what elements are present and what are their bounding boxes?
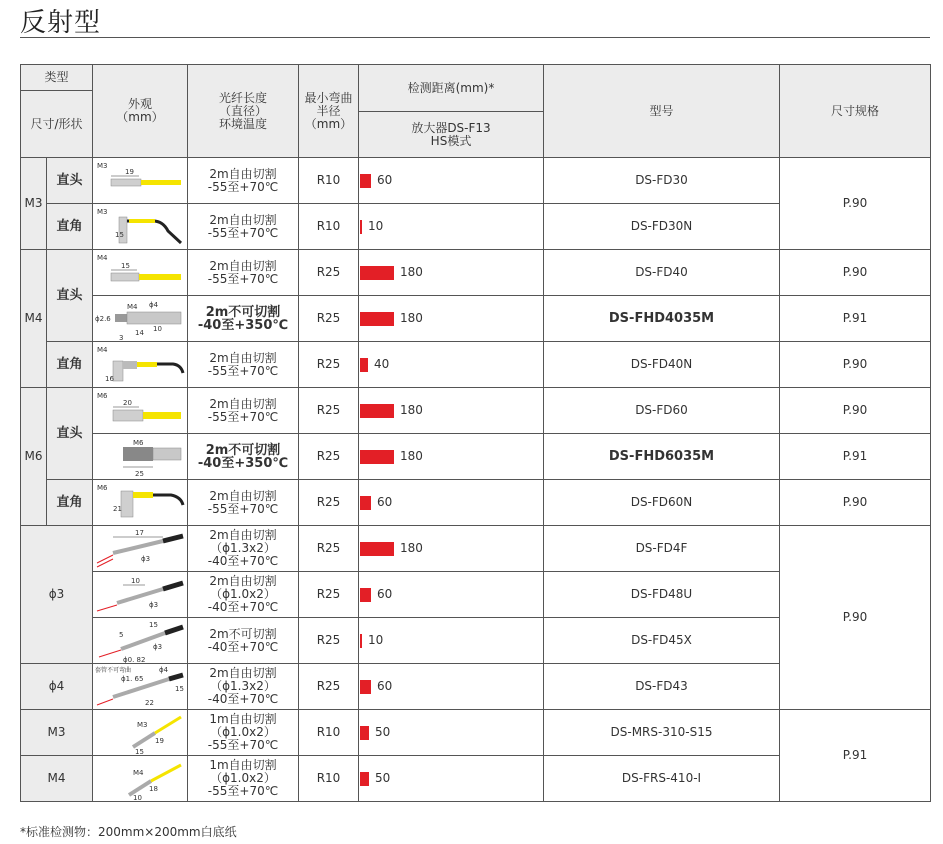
distance-bar bbox=[360, 772, 369, 786]
sketch-dim-label: 15 bbox=[149, 620, 158, 629]
header-appearance: 外观 （mm） bbox=[93, 65, 188, 158]
bend-radius: R25 bbox=[299, 664, 359, 710]
sketch-dim-label: 5 bbox=[119, 630, 124, 639]
distance-cell bbox=[359, 710, 544, 756]
distance-bar bbox=[360, 358, 368, 372]
sketch-dim-label: ϕ1. 65 bbox=[121, 674, 144, 683]
sketch-thread-label: M4 bbox=[133, 768, 144, 777]
sketch-dim-label: 21 bbox=[113, 504, 122, 513]
distance-bar bbox=[360, 404, 394, 418]
spec-page: P.91 bbox=[780, 434, 931, 480]
fiber-angle-sketch bbox=[93, 343, 185, 387]
model-name: DS-FD48U bbox=[544, 572, 780, 618]
bend-radius: R25 bbox=[299, 526, 359, 572]
subtype-straight: 直头 bbox=[47, 158, 93, 204]
sketch-thread-label: M3 bbox=[137, 720, 148, 729]
appearance-sketch bbox=[93, 342, 188, 388]
appearance-sketch bbox=[93, 158, 188, 204]
fiber-spec: 2m自由切割 （ϕ1.3x2） -40至+70℃ bbox=[188, 664, 299, 710]
distance-bar bbox=[360, 266, 394, 280]
appearance-sketch bbox=[93, 664, 188, 710]
header-size-shape: 尺寸/形状 bbox=[21, 91, 93, 158]
bend-radius: R25 bbox=[299, 434, 359, 480]
sketch-dim-label: 15 bbox=[121, 261, 130, 270]
distance-cell bbox=[359, 434, 544, 480]
sketch-dim-label: ϕ3 bbox=[153, 642, 163, 651]
distance-value: 180 bbox=[400, 403, 423, 417]
spec-page: P.90 bbox=[780, 480, 931, 526]
distance-cell bbox=[359, 526, 544, 572]
sketch-dim-label: 22 bbox=[145, 698, 154, 707]
model-name: DS-MRS-310-S15 bbox=[544, 710, 780, 756]
sketch-dim-label: 15 bbox=[135, 747, 144, 755]
model-name: DS-FD45X bbox=[544, 618, 780, 664]
distance-value: 60 bbox=[377, 173, 393, 187]
header-spec: 尺寸规格 bbox=[780, 65, 931, 158]
distance-bar bbox=[360, 496, 371, 510]
distance-cell bbox=[359, 572, 544, 618]
header-type: 类型 bbox=[21, 65, 93, 91]
fiber-sleeve-sketch bbox=[93, 665, 185, 709]
bend-radius: R10 bbox=[299, 204, 359, 250]
fiber-spec: 2m自由切割 -55至+70℃ bbox=[188, 204, 299, 250]
group-phi3: ϕ3 bbox=[21, 526, 93, 664]
spec-page: P.90 bbox=[780, 158, 931, 250]
spec-page: P.90 bbox=[780, 526, 931, 710]
model-name: DS-FHD6035M bbox=[544, 434, 780, 480]
header-fiber: 光纤长度 （直径） 环境温度 bbox=[188, 65, 299, 158]
subtype-angle: 直角 bbox=[47, 480, 93, 526]
subtype-angle: 直角 bbox=[47, 342, 93, 388]
sketch-dim-label: 17 bbox=[135, 528, 144, 537]
sketch-dim-label: 3 bbox=[119, 333, 124, 341]
fiber-spec: 2m自由切割 -55至+70℃ bbox=[188, 342, 299, 388]
distance-value: 180 bbox=[400, 311, 423, 325]
sketch-dim-label: 18 bbox=[149, 784, 158, 793]
bend-radius: R10 bbox=[299, 710, 359, 756]
fiber-heat-sketch bbox=[93, 297, 185, 341]
fiber-straight-sketch bbox=[93, 159, 185, 203]
subtype-angle: 直角 bbox=[47, 204, 93, 250]
spec-page: P.91 bbox=[780, 710, 931, 802]
fiber-spec: 1m自由切割 （ϕ1.0x2） -55至+70℃ bbox=[188, 756, 299, 802]
distance-bar bbox=[360, 588, 371, 602]
subtype-straight: 直头 bbox=[47, 250, 93, 342]
header-amplifier: 放大器DS-F13 HS模式 bbox=[359, 112, 544, 158]
sketch-dim-label: 16 bbox=[105, 374, 114, 383]
fiber-heat-sketch bbox=[93, 435, 185, 479]
fiber-spec: 1m自由切割 （ϕ1.0x2） -55至+70℃ bbox=[188, 710, 299, 756]
fiber-spec: 2m自由切割 -55至+70℃ bbox=[188, 480, 299, 526]
fiber-coaxial-sketch bbox=[93, 527, 185, 571]
sketch-dim-label: 15 bbox=[175, 684, 184, 693]
appearance-sketch bbox=[93, 756, 188, 802]
sketch-dim-label: 19 bbox=[155, 736, 164, 745]
sketch-dim-label: ϕ0. 82 bbox=[123, 655, 146, 663]
subtype-straight: 直头 bbox=[47, 388, 93, 480]
sketch-dim-label: ϕ4 bbox=[149, 300, 159, 309]
bend-radius: R25 bbox=[299, 572, 359, 618]
sketch-thread-label: M3 bbox=[97, 207, 108, 216]
table-row bbox=[21, 480, 931, 526]
fiber-mini-sketch bbox=[93, 757, 185, 801]
fiber-spec: 2m自由切割 （ϕ1.0x2） -40至+70℃ bbox=[188, 572, 299, 618]
group-m3b: M3 bbox=[21, 710, 93, 756]
distance-value: 10 bbox=[368, 633, 384, 647]
distance-value: 180 bbox=[400, 449, 423, 463]
table-row bbox=[21, 388, 931, 434]
header-bend: 最小弯曲 半径 （mm） bbox=[299, 65, 359, 158]
bend-radius: R25 bbox=[299, 342, 359, 388]
distance-cell bbox=[359, 204, 544, 250]
distance-cell bbox=[359, 388, 544, 434]
sketch-dim-label: ϕ4 bbox=[159, 665, 169, 674]
appearance-sketch bbox=[93, 296, 188, 342]
distance-bar bbox=[360, 680, 371, 694]
appearance-sketch bbox=[93, 388, 188, 434]
spec-page: P.90 bbox=[780, 388, 931, 434]
model-name: DS-FD60 bbox=[544, 388, 780, 434]
table-row bbox=[21, 250, 931, 296]
fiber-spec: 2m不可切割 -40至+350℃ bbox=[188, 434, 299, 480]
model-name: DS-FD30 bbox=[544, 158, 780, 204]
fiber-spec: 2m自由切割 -55至+70℃ bbox=[188, 158, 299, 204]
sketch-thread-label: M6 bbox=[97, 483, 108, 492]
header-model: 型号 bbox=[544, 65, 780, 158]
distance-value: 60 bbox=[377, 587, 393, 601]
fiber-straight-sketch bbox=[93, 389, 185, 433]
sketch-thread-label: M4 bbox=[127, 302, 138, 311]
spec-table bbox=[20, 64, 931, 802]
sketch-dim-label: 10 bbox=[133, 793, 142, 801]
distance-cell bbox=[359, 342, 544, 388]
distance-value: 180 bbox=[400, 541, 423, 555]
sketch-note: 套管不可弯曲 bbox=[95, 666, 132, 674]
bend-radius: R25 bbox=[299, 250, 359, 296]
distance-bar bbox=[360, 542, 394, 556]
sketch-dim-label: ϕ3 bbox=[149, 600, 159, 609]
distance-cell bbox=[359, 296, 544, 342]
page-title: 反射型 bbox=[20, 8, 102, 38]
appearance-sketch bbox=[93, 710, 188, 756]
fiber-spec: 2m不可切割 -40至+350℃ bbox=[188, 296, 299, 342]
distance-bar bbox=[360, 312, 394, 326]
fiber-spec: 2m自由切割 （ϕ1.3x2） -40至+70℃ bbox=[188, 526, 299, 572]
model-name: DS-FHD4035M bbox=[544, 296, 780, 342]
sketch-dim-label: 10 bbox=[153, 324, 162, 333]
spec-page: P.91 bbox=[780, 296, 931, 342]
distance-bar bbox=[360, 726, 369, 740]
appearance-sketch bbox=[93, 250, 188, 296]
distance-cell bbox=[359, 756, 544, 802]
sketch-dim-label: 25 bbox=[135, 469, 144, 478]
bend-radius: R25 bbox=[299, 480, 359, 526]
bend-radius: R10 bbox=[299, 756, 359, 802]
appearance-sketch bbox=[93, 434, 188, 480]
bend-radius: R25 bbox=[299, 296, 359, 342]
sketch-dim-label: 15 bbox=[115, 230, 124, 239]
distance-value: 40 bbox=[374, 357, 390, 371]
model-name: DS-FD43 bbox=[544, 664, 780, 710]
sketch-dim-label: 19 bbox=[125, 167, 134, 176]
spec-page: P.90 bbox=[780, 250, 931, 296]
distance-bar bbox=[360, 220, 362, 234]
distance-cell bbox=[359, 250, 544, 296]
sketch-thread-label: M6 bbox=[133, 438, 144, 447]
distance-value: 50 bbox=[375, 725, 391, 739]
sketch-dim-label: 10 bbox=[131, 576, 140, 585]
table-row bbox=[21, 342, 931, 388]
title-divider bbox=[20, 37, 930, 38]
fiber-coaxial-sketch bbox=[93, 573, 185, 617]
model-name: DS-FD40N bbox=[544, 342, 780, 388]
sketch-dim-label: ϕ3 bbox=[141, 554, 151, 563]
group-phi4: ϕ4 bbox=[21, 664, 93, 710]
distance-value: 50 bbox=[375, 771, 391, 785]
bend-radius: R10 bbox=[299, 158, 359, 204]
distance-cell bbox=[359, 480, 544, 526]
fiber-spec: 2m自由切割 -55至+70℃ bbox=[188, 250, 299, 296]
appearance-sketch bbox=[93, 618, 188, 664]
appearance-sketch bbox=[93, 480, 188, 526]
appearance-sketch bbox=[93, 204, 188, 250]
table-row bbox=[21, 296, 931, 342]
bend-radius: R25 bbox=[299, 618, 359, 664]
sketch-dim-label: 20 bbox=[123, 398, 132, 407]
fiber-spec: 2m自由切割 -55至+70℃ bbox=[188, 388, 299, 434]
sketch-thread-label: M4 bbox=[97, 253, 108, 262]
appearance-sketch bbox=[93, 572, 188, 618]
table-row bbox=[21, 158, 931, 204]
distance-cell bbox=[359, 158, 544, 204]
group-m3: M3 bbox=[21, 158, 47, 250]
distance-value: 10 bbox=[368, 219, 384, 233]
model-name: DS-FD30N bbox=[544, 204, 780, 250]
distance-cell bbox=[359, 618, 544, 664]
distance-bar bbox=[360, 450, 394, 464]
fiber-straight-sketch bbox=[93, 251, 185, 295]
distance-value: 60 bbox=[377, 495, 393, 509]
distance-value: 60 bbox=[377, 679, 393, 693]
fiber-angle-sketch bbox=[93, 481, 185, 525]
spec-page: P.90 bbox=[780, 342, 931, 388]
sketch-thread-label: M3 bbox=[97, 161, 108, 170]
model-name: DS-FD40 bbox=[544, 250, 780, 296]
table-row bbox=[21, 526, 931, 572]
table-row bbox=[21, 710, 931, 756]
group-m4: M4 bbox=[21, 250, 47, 388]
footnote: *标准检测物：200mm×200mm白底纸 bbox=[20, 825, 237, 839]
distance-bar bbox=[360, 634, 362, 648]
fiber-angle-sketch bbox=[93, 205, 185, 249]
fiber-coaxial-sketch bbox=[93, 619, 185, 663]
model-name: DS-FD60N bbox=[544, 480, 780, 526]
bend-radius: R25 bbox=[299, 388, 359, 434]
group-m4b: M4 bbox=[21, 756, 93, 802]
sketch-dim-label: 14 bbox=[135, 328, 144, 337]
appearance-sketch bbox=[93, 526, 188, 572]
sketch-thread-label: M4 bbox=[97, 345, 108, 354]
table-row bbox=[21, 434, 931, 480]
distance-value: 180 bbox=[400, 265, 423, 279]
model-name: DS-FRS-410-I bbox=[544, 756, 780, 802]
fiber-mini-sketch bbox=[93, 711, 185, 755]
fiber-spec: 2m不可切割 -40至+70℃ bbox=[188, 618, 299, 664]
header-distance: 检测距离(mm)* bbox=[359, 65, 544, 112]
sketch-dim-label: ϕ2.6 bbox=[95, 314, 111, 323]
group-m6: M6 bbox=[21, 388, 47, 526]
distance-bar bbox=[360, 174, 371, 188]
model-name: DS-FD4F bbox=[544, 526, 780, 572]
sketch-thread-label: M6 bbox=[97, 391, 108, 400]
distance-cell bbox=[359, 664, 544, 710]
